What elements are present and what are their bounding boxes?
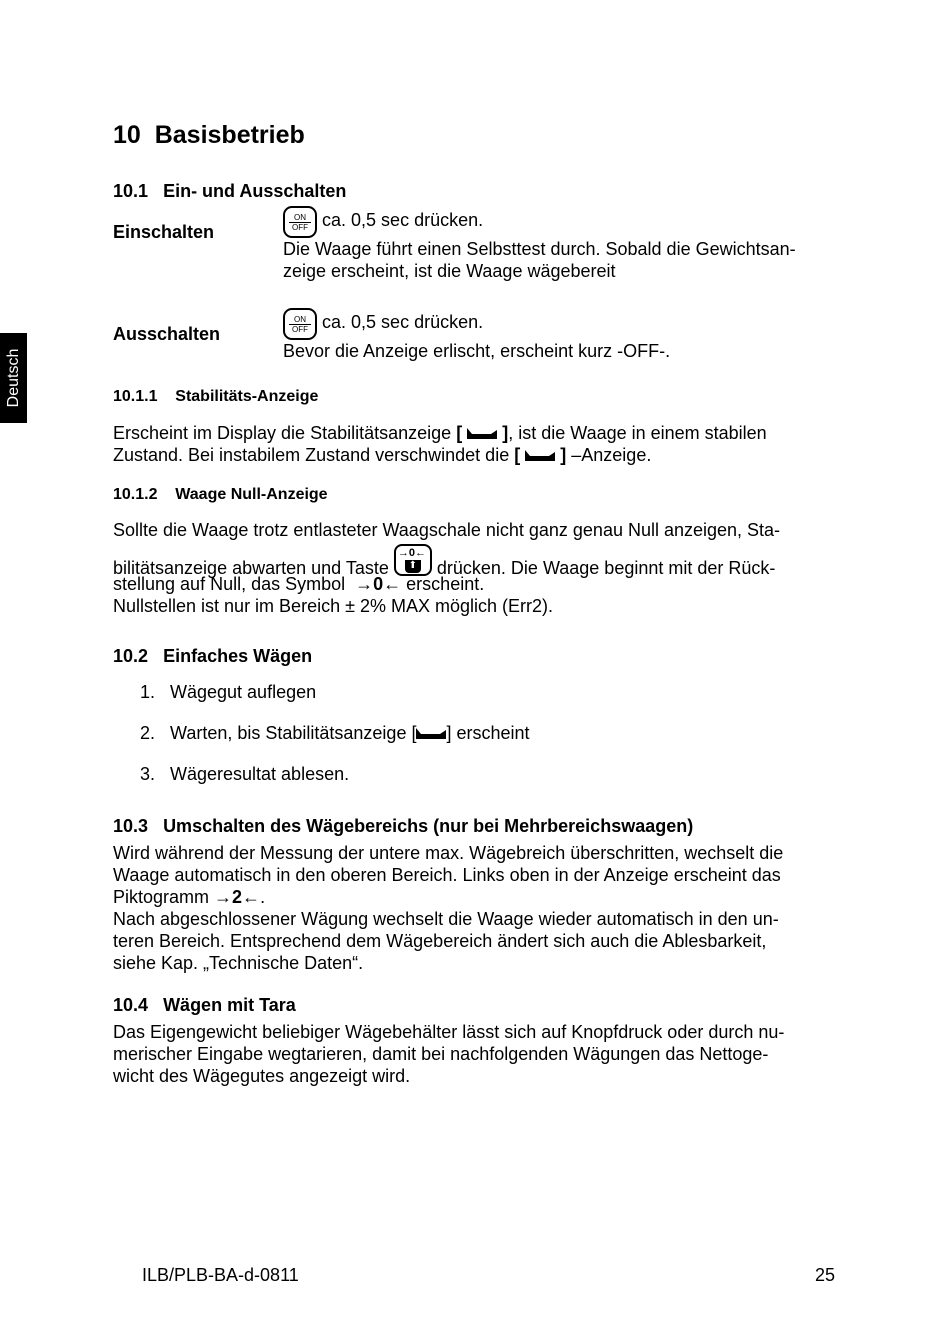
ausschalten-line-1: ca. 0,5 sec drücken. bbox=[322, 312, 484, 332]
on-off-key-icon bbox=[283, 206, 317, 238]
text: Zustand. Bei instabilem Zustand verschwindet die bbox=[113, 445, 510, 465]
zero-key-icon bbox=[394, 544, 432, 576]
section-title: Umschalten des Wägebereichs (nur bei Mehrbereichswaagen) bbox=[163, 816, 694, 836]
footer-doc-id: ILB/PLB-BA-d-0811 bbox=[142, 1265, 299, 1285]
language-tab-label: Deutsch bbox=[4, 348, 22, 408]
section-number: 10.2 bbox=[113, 646, 149, 666]
section-title: Einfaches Wägen bbox=[163, 646, 313, 666]
einschalten-line-2: Die Waage führt einen Selbsttest durch. Sobald die Gewichtsan- bbox=[283, 239, 796, 259]
arrow-up-icon: ⬆ bbox=[405, 560, 421, 573]
einschalten-line-1: ca. 0,5 sec drücken. bbox=[322, 210, 484, 230]
range-line-2: Waage automatisch in den oberen Bereich. Links oben in der Anzeige erscheint das bbox=[113, 865, 781, 885]
tara-line-2: merischer Eingabe wegtarieren, damit bei nachfolgenden Wägungen das Nettoge- bbox=[113, 1044, 769, 1064]
chapter-title: Basisbetrieb bbox=[154, 121, 305, 149]
stability-icon bbox=[416, 728, 446, 739]
tara-line-3: wicht des Wägegutes angezeigt wird. bbox=[113, 1066, 411, 1086]
text: Erscheint im Display die Stabilitätsanzeige bbox=[113, 423, 452, 443]
stability-icon bbox=[525, 450, 555, 461]
section-number: 10.1.2 bbox=[113, 486, 158, 503]
section-number: 10.1 bbox=[113, 181, 149, 201]
section-title: Ein- und Ausschalten bbox=[163, 181, 347, 201]
ausschalten-text bbox=[283, 308, 670, 362]
range-line-4: Nach abgeschlossener Wägung wechselt die Waage wieder automatisch in den un- bbox=[113, 909, 779, 929]
ausschalten-label: Ausschalten bbox=[113, 324, 221, 344]
text: stellung auf Null, das Symbol bbox=[113, 574, 346, 594]
text: . bbox=[260, 887, 266, 907]
text: drücken. Die Waage beginnt mit der Rück- bbox=[436, 558, 776, 578]
step-2 bbox=[140, 722, 530, 744]
section-number: 10.3 bbox=[113, 816, 149, 836]
einschalten-label: Einschalten bbox=[113, 222, 215, 242]
section-10-2-heading bbox=[113, 646, 312, 667]
step-3 bbox=[140, 763, 349, 785]
key-off-label: OFF bbox=[292, 223, 308, 232]
zero-line-1: Sollte die Waage trotz entlasteter Waagschale nicht ganz genau Null anzeigen, Sta- bbox=[113, 520, 781, 540]
bracket: [ bbox=[456, 423, 463, 443]
key-on-label: ON bbox=[289, 213, 311, 223]
zero-line-4: Nullstellen ist nur im Bereich ± 2% MAX möglich (Err2). bbox=[113, 596, 554, 616]
chapter-heading bbox=[113, 121, 305, 150]
text: , ist die Waage in einem stabilen bbox=[508, 423, 767, 443]
on-off-key-icon bbox=[283, 308, 317, 340]
einschalten-line-3: zeige erscheint, ist die Waage wägebereit bbox=[283, 261, 616, 281]
section-10-1-heading bbox=[113, 181, 346, 202]
zero-symbol: →0← bbox=[355, 574, 402, 594]
chapter-number: 10 bbox=[113, 121, 141, 149]
section-number: 10.4 bbox=[113, 995, 149, 1015]
step-text: Wägegut auflegen bbox=[170, 682, 317, 702]
range-symbol: →2← bbox=[214, 887, 261, 907]
step-number: 2. bbox=[140, 723, 156, 743]
text: –Anzeige. bbox=[571, 445, 652, 465]
zero-paragraph bbox=[113, 519, 843, 617]
einschalten-text bbox=[283, 206, 796, 282]
language-tab bbox=[0, 333, 27, 423]
key-off-label: OFF bbox=[292, 325, 308, 334]
range-paragraph bbox=[113, 842, 843, 974]
footer-page-number: 25 bbox=[815, 1265, 836, 1285]
stability-paragraph bbox=[113, 422, 843, 466]
stability-icon bbox=[467, 428, 497, 439]
text: erscheint. bbox=[406, 574, 485, 594]
step-1 bbox=[140, 681, 316, 703]
step-number: 1. bbox=[140, 682, 156, 702]
text: Piktogramm bbox=[113, 887, 210, 907]
zero-key-symbol: →0← bbox=[397, 547, 426, 559]
section-number: 10.1.1 bbox=[113, 388, 158, 405]
section-10-1-1-heading bbox=[113, 388, 318, 406]
section-10-4-heading bbox=[113, 995, 296, 1016]
tara-paragraph bbox=[113, 1021, 843, 1087]
step-text: ] erscheint bbox=[446, 723, 530, 743]
range-line-5: teren Bereich. Entsprechend dem Wägebereich ändert sich auch die Ablesbarkeit, bbox=[113, 931, 767, 951]
step-text: Wägeresultat ablesen. bbox=[170, 764, 350, 784]
ausschalten-line-2: Bevor die Anzeige erlischt, erscheint kurz -OFF-. bbox=[283, 341, 671, 361]
step-number: 3. bbox=[140, 764, 156, 784]
bracket: ] bbox=[502, 423, 509, 443]
section-title: Wägen mit Tara bbox=[163, 995, 296, 1015]
bracket: [ bbox=[514, 445, 521, 465]
section-title: Stabilitäts-Anzeige bbox=[175, 388, 319, 405]
bracket: ] bbox=[560, 445, 567, 465]
section-title: Waage Null-Anzeige bbox=[175, 486, 328, 503]
section-10-3-heading bbox=[113, 816, 693, 837]
tara-line-1: Das Eigengewicht beliebiger Wägebehälter lässt sich auf Knopfdruck oder durch nu- bbox=[113, 1022, 785, 1042]
key-on-label: ON bbox=[289, 315, 311, 325]
step-text: Warten, bis Stabilitätsanzeige [ bbox=[170, 723, 417, 743]
section-10-1-2-heading bbox=[113, 486, 328, 504]
range-line-1: Wird während der Messung der untere max. Wägebreich überschritten, wechselt die bbox=[113, 843, 784, 863]
range-line-6: siehe Kap. „Technische Daten“. bbox=[113, 953, 364, 973]
text: bilitätsanzeige abwarten und Taste bbox=[113, 558, 389, 578]
